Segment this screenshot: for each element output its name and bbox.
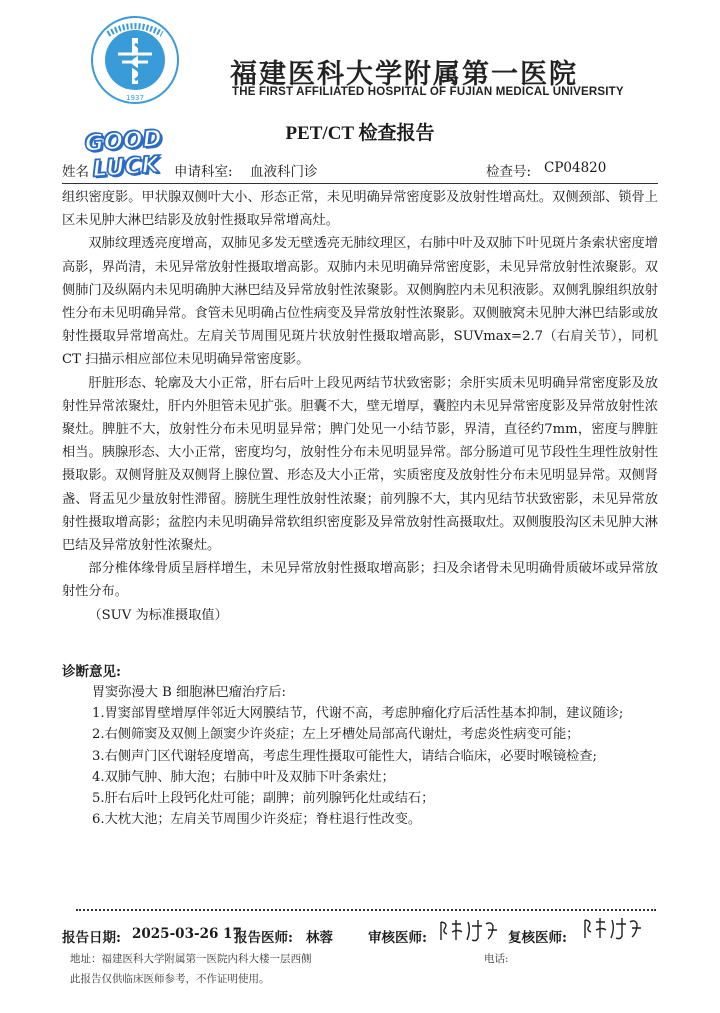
dept-value: 血液科门诊 [250,164,318,180]
report-date-value: 2025-03-26 17 [132,926,242,942]
dept-label: 申请科室: [174,164,233,180]
good-luck-sticker [84,125,174,193]
diagnosis-heading: 胃窦弥漫大 B 细胞淋巴瘤治疗后: [92,685,286,700]
signature-row [62,926,682,950]
findings-paragraph: 双肺纹理透亮度增高，双肺见多发无壁透亮无肺纹理区，右肺中叶及双肺下叶见斑片条索状密度增高影，界尚清，未见异常放射性摄取增高影。双肺内未见明确异常密度影，未见异常放射性浓聚影。双侧肺门及纵隔内未见明确肿大淋巴结及异常放射性浓聚影。双侧胸腔内未见积液影。双侧乳腺组织放射性分布未见明确异常。食管未见明确占位性病变及异常放射性浓聚影。双侧腋窝未见肿大淋巴结影或放射性摄取异常增高灶。左肩关节周围见斑片状放射性摄取增高影，SUVmax=2.7（右肩关节），同机 CT 扫描示相应部位未见明确异常密度影。 [62,236,658,368]
sticker-line-2: LUCK [91,151,161,183]
diagnosis-item: 5.肝右后叶上段钙化灶可能；副脾；前列腺钙化灶或结石； [92,791,435,807]
findings-paragraph: 肝脏形态、轮廓及大小正常，肝右后叶上段见两结节状致密影；余肝实质未见明确异常密度影及放射性异常浓聚灶，肝内外胆管未见扩张。胆囊不大，壁无增厚，囊腔内未见异常密度影及异常放射性浓聚灶。脾脏不大，放射性分布未见明显异常；脾门处见一小结节影，界清，直径约7mm，密度与脾脏相当。胰腺形态、大小正常，密度均匀，放射性分布未见明显异常。部分肠道可见节段性生理性放射性摄取影。双侧肾脏及双侧肾上腺位置、形态及大小正常，实质密度及放射性分布未见明显异常。双侧肾盏、肾盂见少量放射性滞留。膀胱生理性放射性浓聚；前列腺不大，其内见结节状致密影，未见异常放射性摄取增高影；盆腔内未见明确异常软组织密度影及异常放射性高摄取灶。双侧腹股沟区未见肿大淋巴结及异常放射性浓聚灶。 [62,375,658,554]
footer-phone-label: 电话: [484,953,509,965]
rechecker-signature [582,914,646,942]
exam-no-value: CP04820 [544,160,607,176]
footer-disclaimer: 此报告仅供临床医师参考，不作证明使用。 [70,973,270,985]
report-doctor-label: 报告医师: [234,930,293,946]
report-doctor-name: 林蓉 [306,930,333,946]
sticker-line-1: GOOD [83,125,163,158]
diagnosis-title: 诊断意见: [62,664,121,680]
findings-paragraph: 组织密度影。甲状腺双侧叶大小、形态正常，未见明确异常密度影及放射性增高灶。双侧颈部、锁骨上区未见肿大淋巴结影及放射性摄取异常增高灶。 [62,190,658,229]
rechecker-label: 复核医师: [508,930,567,946]
exam-no-label: 检查号: [486,164,532,180]
hospital-emblem-icon [80,14,190,106]
diagnosis-item: 3.右侧声门区代谢轻度增高，考虑生理性摄取可能性大，请结合临床，必要时喉镜检查; [92,748,597,764]
dotted-divider [76,909,656,911]
diagnosis-item: 6.大枕大池；左肩关节周围少许炎症；脊柱退行性改变。 [92,812,422,828]
reviewer-label: 审核医师: [368,930,427,946]
diagnosis-item: 2.右侧筛窦及双侧上颌窦少许炎症；左上牙槽处局部高代谢灶，考虑炎性病变可能； [92,727,580,743]
report-header [0,0,720,120]
hospital-name-en: THE FIRST AFFILIATED HOSPITAL OF FUJIAN MEDICAL UNIVERSITY [232,86,624,98]
findings-paragraph: 部分椎体缘骨质呈唇样增生，未见异常放射性摄取增高影；扫及余诸骨未见明确骨质破坏或异常放射性分布。 [62,561,658,600]
reviewer-signature [438,916,502,944]
report-title: PET/CT 检查报告 [285,123,435,144]
svg-text:1937: 1937 [126,94,144,102]
report-date-label: 报告日期: [62,930,121,946]
footer-address: 地址：福建医科大学附属第一医院内科大楼一层西侧 [70,953,312,965]
name-label: 姓名 [62,164,89,180]
findings-section [62,186,658,627]
suv-note: （SUV 为标准摄取值） [88,607,228,623]
hospital-name-cn: 福建医科大学附属第一医院 [230,59,578,90]
diagnosis-item: 1.胃窦部胃壁增厚伴邻近大网膜结节，代谢不高，考虑肿瘤化疗后活性基本抑制，建议随诊; [92,706,624,722]
diagnosis-list [92,682,682,830]
diagnosis-item: 4.双肺气肿、肺大泡；右肺中叶及双肺下叶条索灶； [92,769,395,785]
